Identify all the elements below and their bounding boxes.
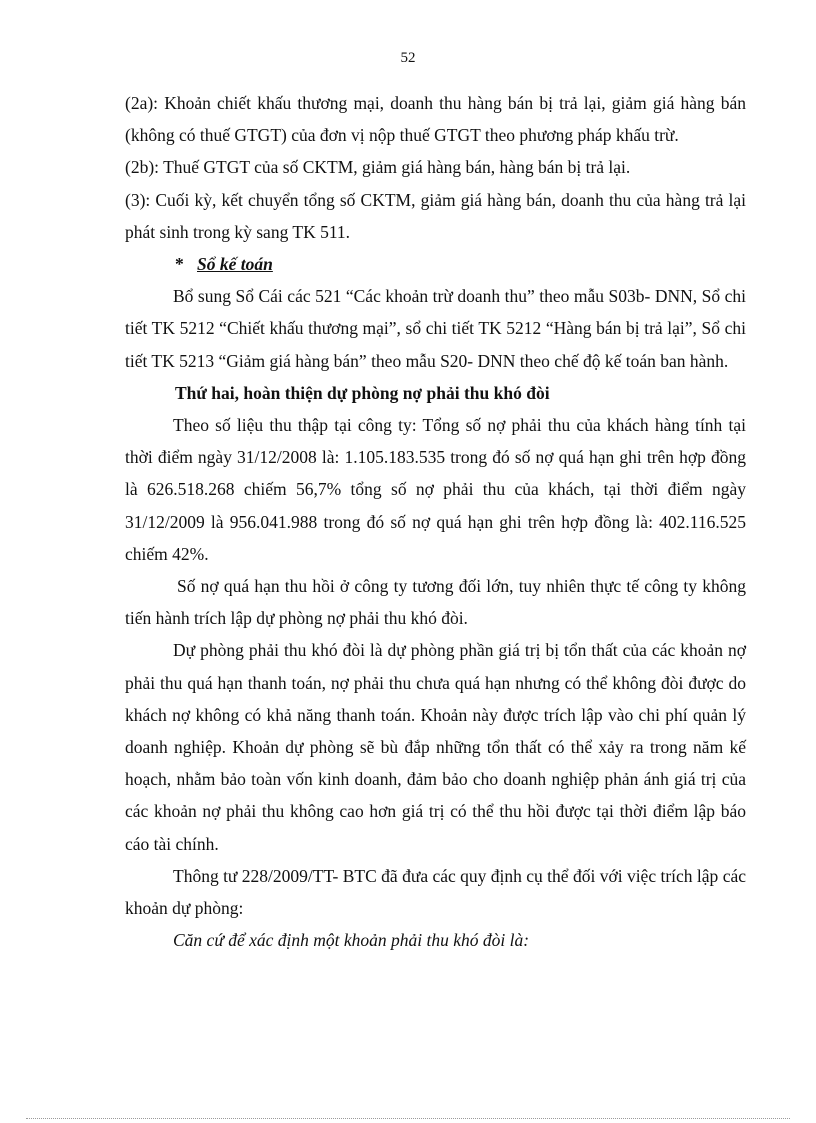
paragraph-bo-sung: Bổ sung Sổ Cái các 521 “Các khoản trừ doanh thu” theo mẫu S03b- DNN, Sổ chi tiết TK 5212 “Chiết khấu thương mại”, sổ chi tiết TK 5212 “Hàng bán bị trả lại”, Sổ chi tiết TK 5213 “Giảm giá hàng bán” theo mẫu S20- DNN theo chế độ kế toán ban hành. — [125, 286, 746, 371]
page-number: 52 — [400, 50, 416, 66]
section-heading-so-ke-toan — [125, 248, 746, 280]
paragraph-can-cu: Căn cứ để xác định một khoản phải thu khó đòi là: — [173, 930, 530, 951]
bullet-star: * — [175, 254, 184, 275]
paragraph-so-lieu: Theo số liệu thu thập tại công ty: Tổng số nợ phải thu của khách hàng tính tại thời điểm ngày 31/12/2008 là: 1.105.183.535 trong đó số nợ quá hạn ghi trên hợp đồng là 626.518.268 chiếm 56,7% tổng số nợ phải thu của khách, tại thời điểm ngày 31/12/2009 là 956.041.988 trong đó số nợ quá hạn ghi trên hợp đồng là: 402.116.525 chiếm 42%. — [125, 415, 746, 564]
paragraph-2b: (2b): Thuế GTGT của số CKTM, giảm giá hàng bán, hàng bán bị trả lại. — [125, 157, 631, 178]
paragraph-du-phong-dinh-nghia: Dự phòng phải thu khó đòi là dự phòng phần giá trị bị tổn thất của các khoản nợ phải thu quá hạn thanh toán, nợ phải thu chưa quá hạn nhưng có thể không đòi được do khách nợ không có khả năng thanh toán. Khoản này được trích lập vào chi phí quản lý doanh nghiệp. Khoản dự phòng sẽ bù đắp những tổn thất có thể xảy ra trong năm kế hoạch, nhằm bảo toàn vốn kinh doanh, đảm bảo cho doanh nghiệp phản ánh giá trị của các khoản nợ phải thu không cao hơn giá trị có thể thu hồi được tại thời điểm lập báo cáo tài chính. — [125, 640, 746, 854]
section-heading-text: Sổ kế toán — [197, 254, 273, 275]
section-heading-du-phong: Thứ hai, hoàn thiện dự phòng nợ phải thu khó đòi — [175, 382, 550, 403]
paragraph-no-qua-han: Số nợ quá hạn thu hồi ở công ty tương đối lớn, tuy nhiên thực tế công ty không tiến hành trích lập dự phòng nợ phải thu khó đòi. — [125, 576, 746, 629]
page-bottom-border — [26, 1118, 790, 1119]
paragraph-3: (3): Cuối kỳ, kết chuyển tổng số CKTM, giảm giá hàng bán, doanh thu của hàng trả lại phát sinh trong kỳ sang TK 511. — [125, 189, 746, 242]
paragraph-thong-tu: Thông tư 228/2009/TT- BTC đã đưa các quy định cụ thể đối với việc trích lập các khoản dự phòng: — [125, 865, 746, 919]
paragraph-2a: (2a): Khoản chiết khấu thương mại, doanh thu hàng bán bị trả lại, giảm giá hàng bán (không có thuế GTGT) của đơn vị nộp thuế GTGT theo phương pháp khấu trừ. — [125, 93, 746, 146]
document-body — [125, 87, 746, 956]
